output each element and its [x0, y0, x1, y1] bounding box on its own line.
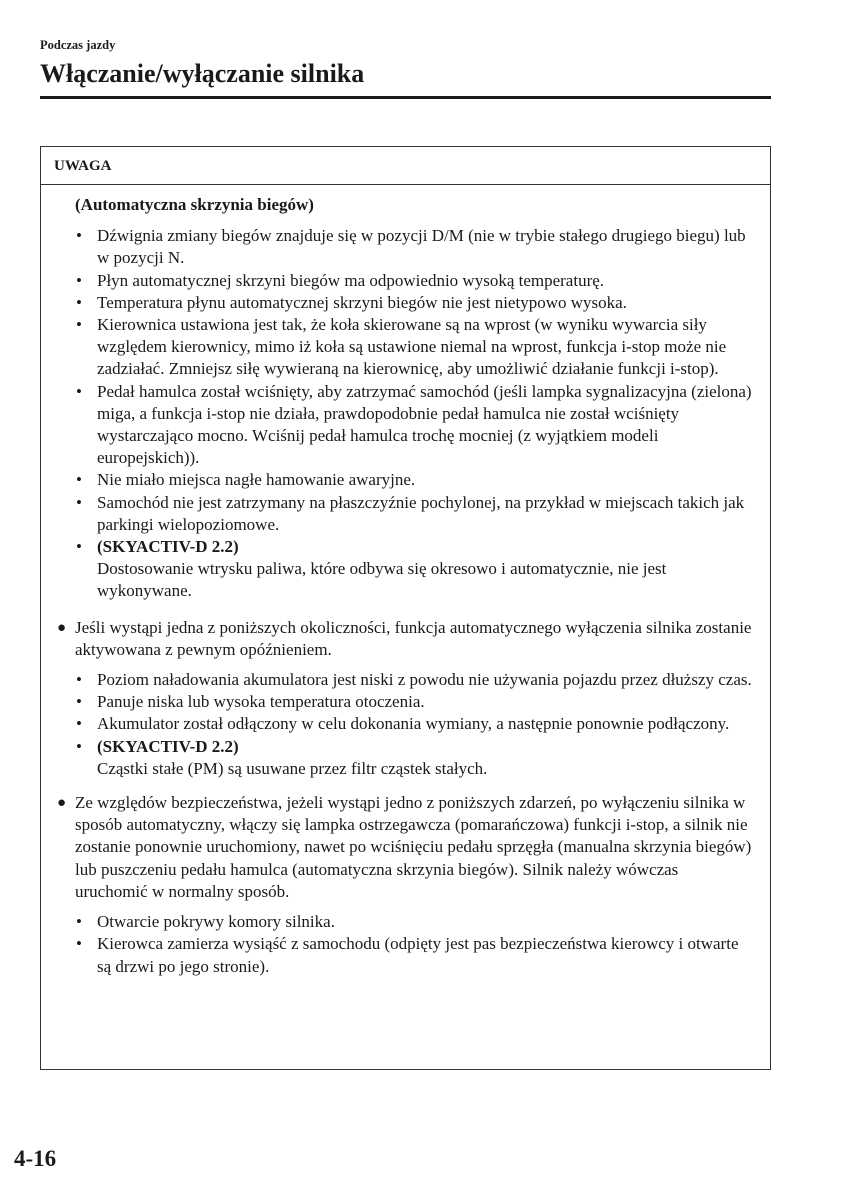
list-item: • Nie miało miejsca nagłe hamowanie awaryjne.: [97, 469, 752, 491]
engine-variant-label: • (SKYACTIV-D 2.2): [97, 537, 239, 557]
outer-list-item: [57, 792, 752, 978]
delay-conditions-list: [97, 669, 752, 780]
list-item-text: Dostosowanie wtrysku paliwa, które odbywa się okresowo i automatycznie, nie jest wykonywane.: [97, 559, 667, 601]
list-item: • Pedał hamulca został wciśnięty, aby zatrzymać samochód (jeśli lampka sygnalizacyjna (zielona) miga, a funkcja i-stop nie działa, prawdopodobnie pedał hamulca nie został wciśnięty wystarczająco mocno. Wciśnij pedał hamulca trochę mocniej (z wyjątkiem modeli europejskich)).: [97, 381, 752, 470]
list-item-text: Cząstki stałe (PM) są usuwane przez filtr cząstek stałych.: [97, 758, 488, 778]
section-label: Podczas jazdy: [40, 38, 116, 52]
outer-item-text: Ze względów bezpieczeństwa, jeżeli wystąpi jedno z poniższych zdarzeń, po wyłączeniu silnika w sposób automatyczny, włączy się lampka ostrzegawcza (pomarańczowa) funkcji i-stop, a silnik nie zostanie ponownie uruchomiony, nawet po wciśnięciu pedału sprzęgła (manualna skrzynia biegów) lub puszczeniu pedału hamulca (automatyczna skrzynia biegów). Silnik należy wówczas uruchomić w normalny sposób.: [75, 793, 752, 901]
list-item: [97, 536, 752, 603]
list-item: • Panuje niska lub wysoka temperatura otoczenia.: [97, 691, 752, 713]
title-rule: [40, 96, 771, 99]
page-number: 4-16: [14, 1146, 57, 1171]
bullet-icon: ●: [57, 795, 67, 812]
warning-body: [41, 185, 770, 978]
list-item: • Płyn automatycznej skrzyni biegów ma odpowiednio wysoką temperaturę.: [97, 270, 752, 292]
warning-box: [40, 146, 771, 1070]
engine-variant-label: • (SKYACTIV-D 2.2): [97, 736, 239, 756]
sub-heading: (Automatyczna skrzynia biegów): [75, 195, 314, 214]
list-item: • Samochód nie jest zatrzymany na płaszczyźnie pochylonej, na przykład w miejscach takich jak parkingi wielopoziomowe.: [97, 492, 752, 536]
outer-list: [57, 617, 752, 978]
conditions-list: [97, 225, 752, 602]
list-item: • Temperatura płynu automatycznej skrzyni biegów nie jest nietypowo wysoka.: [97, 292, 752, 314]
outer-item-text: Jeśli wystąpi jedna z poniższych okoliczności, funkcja automatycznego wyłączenia silnika zostanie aktywowana z pewnym opóźnieniem.: [75, 617, 752, 659]
warning-header: UWAGA: [41, 147, 770, 185]
list-item: • Dźwignia zmiany biegów znajduje się w pozycji D/M (nie w trybie stałego drugiego biegu) lub w pozycji N.: [97, 225, 752, 269]
page-title: Włączanie/wyłączanie silnika: [40, 59, 365, 88]
list-item: • Akumulator został odłączony w celu dokonania wymiany, a następnie ponownie podłączony.: [97, 713, 752, 735]
safety-events-list: [97, 911, 752, 978]
outer-list-item: [57, 617, 752, 780]
list-item: [97, 736, 752, 780]
bullet-icon: ●: [57, 619, 67, 636]
list-item: • Kierowca zamierza wysiąść z samochodu (odpięty jest pas bezpieczeństwa kierowcy i otwarte są drzwi po jego stronie).: [97, 933, 752, 977]
list-item: • Kierownica ustawiona jest tak, że koła skierowane są na wprost (w wyniku wywarcia siły względem kierownicy, mimo iż koła są ustawione niemal na wprost, funkcja i-stop może nie zadziałać. Zmniejsz siłę wywieraną na kierownicę, aby umożliwić działanie funkcji i-stop).: [97, 314, 752, 381]
list-item: • Poziom naładowania akumulatora jest niski z powodu nie używania pojazdu przez dłuższy czas.: [97, 669, 752, 691]
list-item: • Otwarcie pokrywy komory silnika.: [97, 911, 752, 933]
